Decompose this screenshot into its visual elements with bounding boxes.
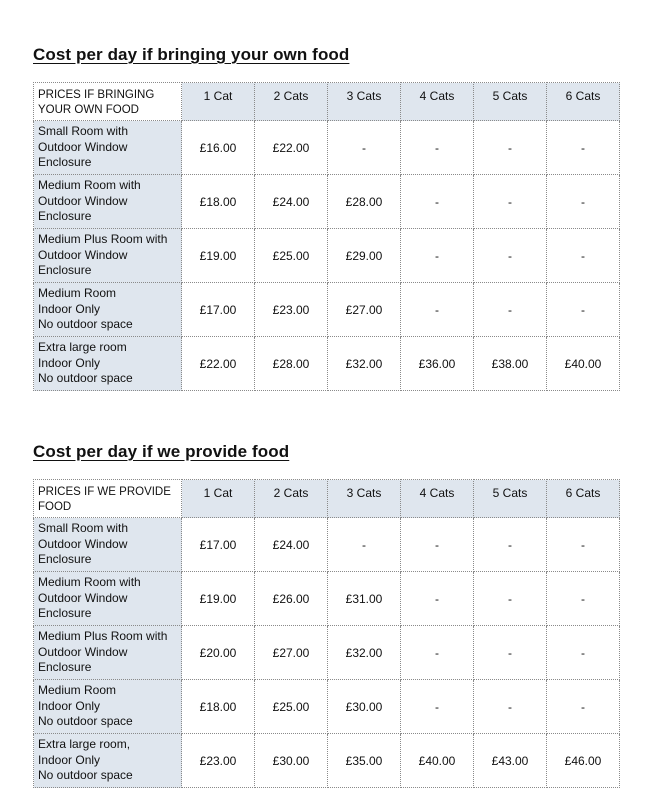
room-type-line: Enclosure xyxy=(38,209,92,224)
price-cell: - xyxy=(328,121,401,175)
price-cell: - xyxy=(474,626,547,680)
room-type-line: Indoor Only xyxy=(38,698,101,713)
room-type-line: Medium Plus Room with xyxy=(38,629,168,644)
price-cell: £26.00 xyxy=(255,572,328,626)
column-header: 1 Cat xyxy=(182,83,255,121)
room-type-cell xyxy=(34,680,182,734)
room-type-line: No outdoor space xyxy=(38,768,133,783)
price-cell: - xyxy=(474,121,547,175)
price-cell: £30.00 xyxy=(328,680,401,734)
room-type-line: No outdoor space xyxy=(38,714,133,729)
price-cell: £20.00 xyxy=(182,626,255,680)
price-cell: £27.00 xyxy=(328,283,401,337)
table-row xyxy=(34,518,620,572)
price-cell: - xyxy=(401,518,474,572)
column-header: 5 Cats xyxy=(474,83,547,121)
column-header: 6 Cats xyxy=(547,480,620,518)
corner-label: PRICES IF WE PROVIDE FOOD xyxy=(34,480,182,518)
price-cell: £17.00 xyxy=(182,283,255,337)
table-header-row xyxy=(34,480,620,518)
room-type-line: Small Room with xyxy=(38,521,129,536)
room-type-cell xyxy=(34,337,182,391)
price-cell: - xyxy=(547,572,620,626)
price-cell: £46.00 xyxy=(547,734,620,788)
price-cell: £40.00 xyxy=(401,734,474,788)
room-type-line: Extra large room, xyxy=(38,737,131,752)
room-type-line: Outdoor Window xyxy=(38,590,128,605)
room-type-line: Enclosure xyxy=(38,660,92,675)
room-type-line: Outdoor Window xyxy=(38,139,128,154)
room-type-cell xyxy=(34,229,182,283)
section-heading-own-food: Cost per day if bringing your own food xyxy=(33,45,350,64)
price-cell: - xyxy=(401,283,474,337)
price-cell: - xyxy=(547,626,620,680)
table-row xyxy=(34,229,620,283)
price-cell: - xyxy=(401,680,474,734)
room-type-line: Enclosure xyxy=(38,263,92,278)
price-cell: £25.00 xyxy=(255,229,328,283)
room-type-line: Enclosure xyxy=(38,606,92,621)
room-type-line: Medium Room xyxy=(38,683,117,698)
price-cell: £24.00 xyxy=(255,518,328,572)
price-cell: - xyxy=(547,283,620,337)
price-cell: £24.00 xyxy=(255,175,328,229)
table-row xyxy=(34,283,620,337)
price-cell: £23.00 xyxy=(182,734,255,788)
price-cell: £31.00 xyxy=(328,572,401,626)
price-table-own-food xyxy=(33,82,620,391)
price-cell: £36.00 xyxy=(401,337,474,391)
price-cell: £22.00 xyxy=(255,121,328,175)
column-header: 3 Cats xyxy=(328,480,401,518)
price-cell: - xyxy=(474,229,547,283)
room-type-line: Small Room with xyxy=(38,124,129,139)
price-cell: - xyxy=(328,518,401,572)
price-cell: £40.00 xyxy=(547,337,620,391)
price-cell: £32.00 xyxy=(328,626,401,680)
price-cell: £28.00 xyxy=(328,175,401,229)
room-type-line: Outdoor Window xyxy=(38,536,128,551)
column-header: 2 Cats xyxy=(255,83,328,121)
price-cell: £17.00 xyxy=(182,518,255,572)
table-row xyxy=(34,626,620,680)
table-row xyxy=(34,175,620,229)
table-row xyxy=(34,572,620,626)
section-heading-provided-food: Cost per day if we provide food xyxy=(33,442,290,461)
price-table-provided-food xyxy=(33,479,620,788)
table-header-row xyxy=(34,83,620,121)
price-cell: - xyxy=(474,175,547,229)
room-type-cell xyxy=(34,175,182,229)
room-type-line: Outdoor Window xyxy=(38,644,128,659)
room-type-line: Outdoor Window xyxy=(38,247,128,262)
price-cell: £18.00 xyxy=(182,175,255,229)
price-cell: £29.00 xyxy=(328,229,401,283)
price-cell: - xyxy=(401,175,474,229)
table-row xyxy=(34,680,620,734)
room-type-line: Extra large room xyxy=(38,340,127,355)
price-cell: - xyxy=(474,518,547,572)
room-type-line: Indoor Only xyxy=(38,752,101,767)
price-cell: - xyxy=(401,626,474,680)
price-cell: £28.00 xyxy=(255,337,328,391)
room-type-line: Indoor Only xyxy=(38,355,101,370)
price-cell: £22.00 xyxy=(182,337,255,391)
room-type-line: No outdoor space xyxy=(38,317,133,332)
price-cell: £43.00 xyxy=(474,734,547,788)
price-cell: £30.00 xyxy=(255,734,328,788)
room-type-line: Enclosure xyxy=(38,155,92,170)
room-type-cell xyxy=(34,572,182,626)
room-type-line: Medium Room with xyxy=(38,575,141,590)
column-header: 5 Cats xyxy=(474,480,547,518)
price-cell: £25.00 xyxy=(255,680,328,734)
price-cell: - xyxy=(547,518,620,572)
price-cell: - xyxy=(547,175,620,229)
table-row xyxy=(34,337,620,391)
table-row xyxy=(34,121,620,175)
column-header: 4 Cats xyxy=(401,480,474,518)
price-cell: - xyxy=(401,229,474,283)
price-cell: - xyxy=(547,680,620,734)
room-type-line: No outdoor space xyxy=(38,371,133,386)
column-header: 6 Cats xyxy=(547,83,620,121)
room-type-line: Medium Plus Room with xyxy=(38,232,168,247)
room-type-line: Enclosure xyxy=(38,552,92,567)
room-type-cell xyxy=(34,121,182,175)
price-cell: £32.00 xyxy=(328,337,401,391)
price-cell: £38.00 xyxy=(474,337,547,391)
price-cell: £27.00 xyxy=(255,626,328,680)
column-header: 4 Cats xyxy=(401,83,474,121)
room-type-line: Medium Room xyxy=(38,286,117,301)
price-cell: - xyxy=(547,229,620,283)
price-cell: £18.00 xyxy=(182,680,255,734)
room-type-cell xyxy=(34,283,182,337)
price-cell: £19.00 xyxy=(182,572,255,626)
room-type-line: Medium Room with xyxy=(38,178,141,193)
room-type-cell xyxy=(34,734,182,788)
price-cell: - xyxy=(474,680,547,734)
column-header: 1 Cat xyxy=(182,480,255,518)
price-cell: £16.00 xyxy=(182,121,255,175)
table-row xyxy=(34,734,620,788)
price-cell: - xyxy=(474,283,547,337)
price-cell: £35.00 xyxy=(328,734,401,788)
price-cell: - xyxy=(547,121,620,175)
room-type-line: Outdoor Window xyxy=(38,193,128,208)
column-header: 2 Cats xyxy=(255,480,328,518)
price-cell: £19.00 xyxy=(182,229,255,283)
price-cell: - xyxy=(401,572,474,626)
price-cell: - xyxy=(474,572,547,626)
corner-label: PRICES IF BRINGING YOUR OWN FOOD xyxy=(34,83,182,121)
room-type-cell xyxy=(34,626,182,680)
price-cell: - xyxy=(401,121,474,175)
price-cell: £23.00 xyxy=(255,283,328,337)
column-header: 3 Cats xyxy=(328,83,401,121)
room-type-line: Indoor Only xyxy=(38,301,101,316)
room-type-cell xyxy=(34,518,182,572)
